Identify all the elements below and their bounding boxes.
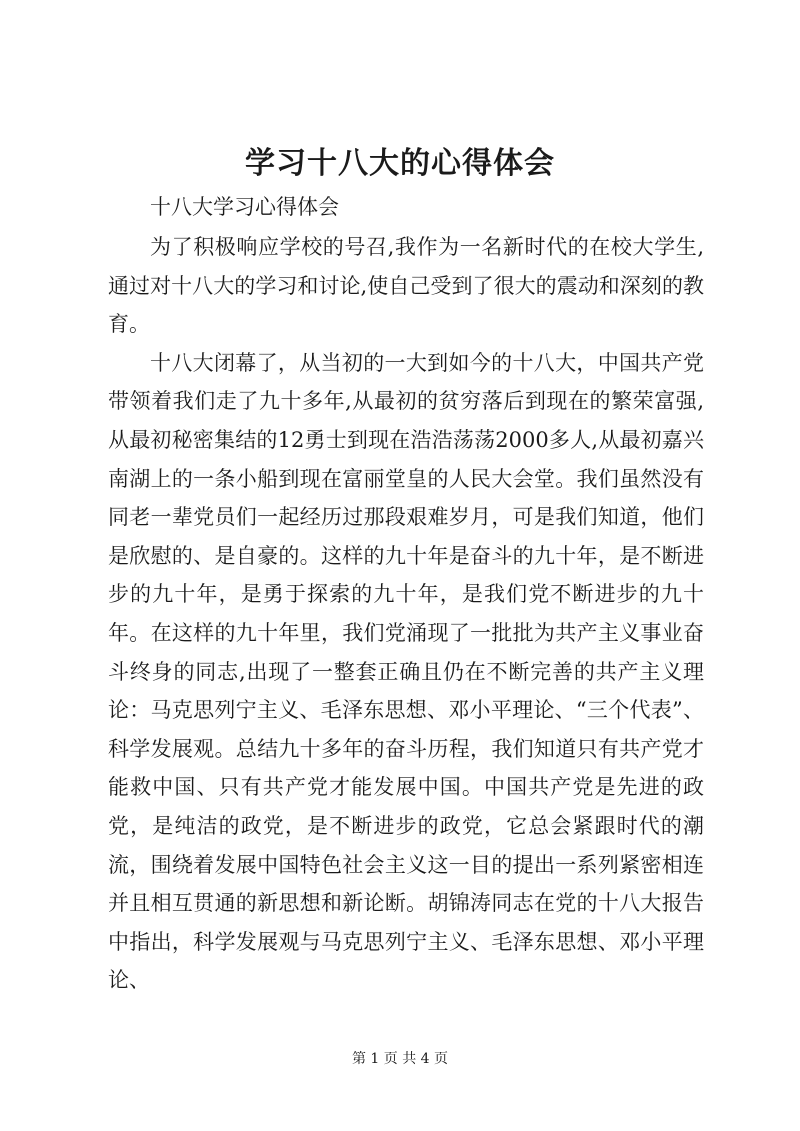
document-body [108, 228, 704, 1000]
document-subtitle: 十八大学习心得体会 [150, 195, 339, 219]
page-footer: 第 1 页 共 4 页 [351, 1051, 449, 1067]
paragraph-1: 为了积极响应学校的号召,我作为一名新时代的在校大学生,通过对十八大的学习和讨论,使自己受到了很大的震动和深刻的教育。 [108, 235, 704, 337]
paragraph-2: 十八大闭幕了，从当初的一大到如今的十八大，中国共产党带领着我们走了九十多年,从最初的贫穷落后到现在的繁荣富强,从最初秘密集结的12勇士到现在浩浩荡荡2000多人,从最初嘉兴南湖上的一条小船到现在富丽堂皇的人民大会堂。我们虽然没有同老一辈党员们一起经历过那段艰难岁月，可是我们知道，他们是欣慰的、是自豪的。这样的九十年是奋斗的九十年，是不断进步的九十年，是勇于探索的九十年，是我们党不断进步的九十年。在这样的九十年里，我们党涌现了一批批为共产主义事业奋斗终身的同志,出现了一整套正确且仍在不断完善的共产主义理论：马克思列宁主义、毛泽东思想、邓小平理论、“三个代表”、科学发展观。总结九十多年的奋斗历程，我们知道只有共产党才能救中国、只有共产党才能发展中国。中国共产党是先进的政党，是纯洁的政党，是不断进步的政党，它总会紧跟时代的潮流，围绕着发展中国特色社会主义这一目的提出一系列紧密相连并且相互贯通的新思想和新论断。胡锦涛同志在党的十八大报告中指出，科学发展观与马克思列宁主义、毛泽东思想、邓小平理论、 [108, 350, 704, 993]
document-title: 学习十八大的心得体会 [245, 146, 555, 181]
